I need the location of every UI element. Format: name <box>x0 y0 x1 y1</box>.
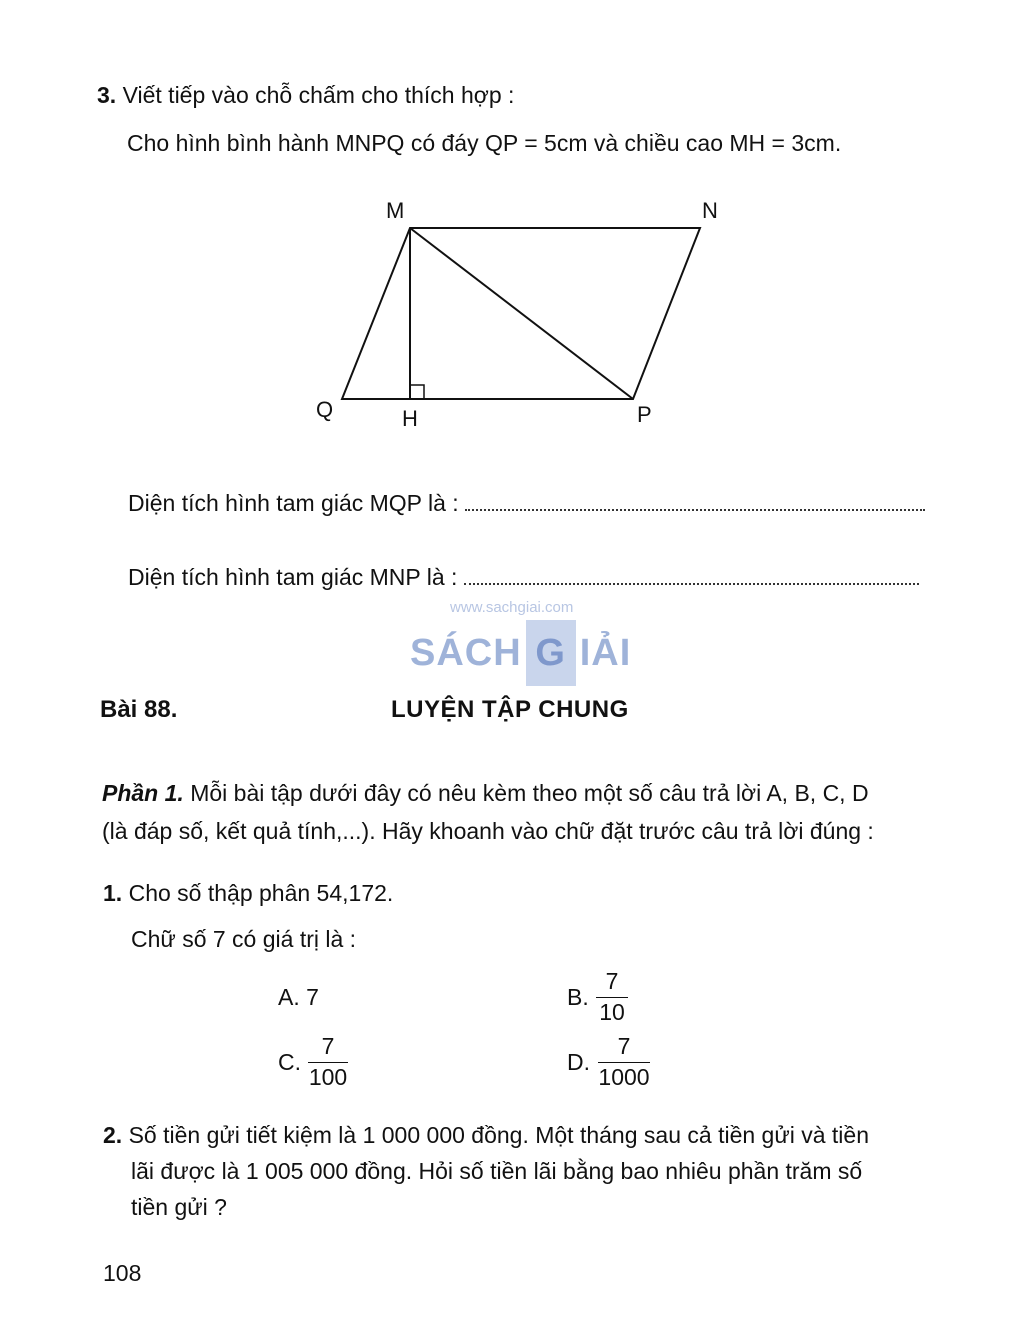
question-1 <box>103 882 393 905</box>
question-1-sub: Chữ số 7 có giá trị là : <box>131 926 357 952</box>
label-h: H <box>402 406 418 431</box>
lesson-number: Bài 88. <box>100 696 178 723</box>
question-number: 1. <box>103 880 123 906</box>
option-label: B. <box>567 984 589 1010</box>
option-label: D. <box>567 1049 590 1075</box>
lesson-title: LUYỆN TẬP CHUNG <box>391 696 629 723</box>
exercise-3-given: Cho hình bình hành MNPQ có đáy QP = 5cm và chiều cao MH = 3cm. <box>127 130 842 156</box>
answer-blank <box>464 582 919 585</box>
answer-blank <box>465 508 925 511</box>
watermark-url: www.sachgiai.com <box>450 599 574 616</box>
watermark-book-shape: G <box>526 620 576 686</box>
denominator: 100 <box>308 1064 348 1090</box>
numerator: 7 <box>598 1035 650 1063</box>
area-mqp-line <box>128 492 925 515</box>
page-number: 108 <box>103 1260 142 1286</box>
question-number: 2. <box>103 1122 123 1148</box>
label-m: M <box>386 198 405 223</box>
label-p: P <box>637 402 652 427</box>
watermark-text: IẢI <box>579 632 632 674</box>
part1-intro-line1 <box>102 782 869 805</box>
option-a[interactable]: A. 7 <box>278 984 319 1010</box>
intro-text: Mỗi bài tập dưới đây có nêu kèm theo một số câu trả lời A, B, C, D <box>183 780 869 806</box>
watermark-text: SÁCH <box>410 632 522 674</box>
label-n: N <box>702 198 718 223</box>
diagonal-mp <box>410 228 633 399</box>
fraction <box>598 1035 650 1089</box>
right-angle-mark <box>410 385 424 399</box>
watermark-wordmark <box>410 620 631 686</box>
fraction <box>596 970 628 1024</box>
question-text: Cho số thập phân 54,172. <box>122 880 394 906</box>
fraction <box>308 1035 348 1089</box>
exercise-number: 3. <box>97 82 117 108</box>
part-label: Phần 1. <box>102 780 184 806</box>
area-mnp-label: Diện tích hình tam giác MNP là : <box>128 564 458 590</box>
numerator: 7 <box>308 1035 348 1063</box>
part1-intro-line2: (là đáp số, kết quả tính,...). Hãy khoanh vào chữ đặt trước câu trả lời đúng : <box>102 818 874 844</box>
question-2-line1 <box>103 1124 869 1147</box>
question-2-line3: tiền gửi ? <box>131 1194 227 1220</box>
question-2-line2: lãi được là 1 005 000 đồng. Hỏi số tiền lãi bằng bao nhiêu phần trăm số <box>131 1158 863 1184</box>
area-mnp-line <box>128 566 919 589</box>
label-q: Q <box>316 397 334 422</box>
question-text: Số tiền gửi tiết kiệm là 1 000 000 đồng. Một tháng sau cả tiền gửi và tiền <box>122 1122 869 1148</box>
prompt-text: Viết tiếp vào chỗ chấm cho thích hợp : <box>122 82 515 108</box>
area-mqp-label: Diện tích hình tam giác MQP là : <box>128 490 459 516</box>
denominator: 1000 <box>598 1064 650 1090</box>
option-label: C. <box>278 1049 301 1075</box>
denominator: 10 <box>599 999 625 1025</box>
numerator: 7 <box>596 970 628 998</box>
